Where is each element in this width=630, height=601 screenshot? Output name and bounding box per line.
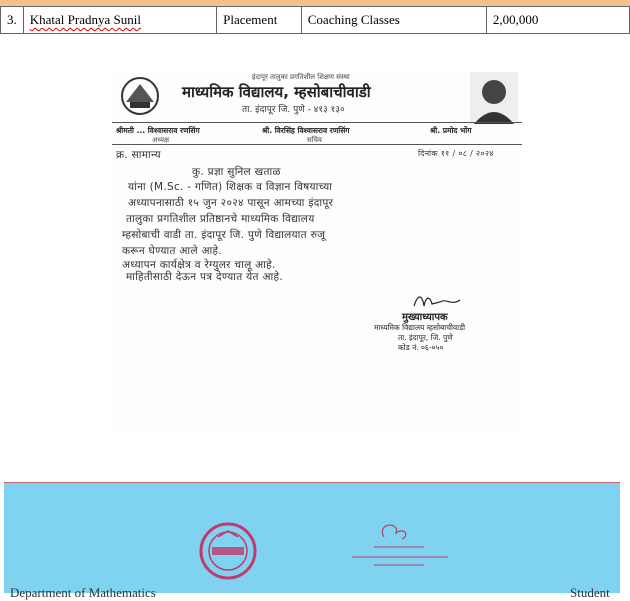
letter-line-2: यांना (M.Sc. - गणित) शिक्षक व विज्ञान विषयाच्या: [128, 181, 333, 193]
signature-school: माध्यमिक विद्यालय म्हसोबाचीवाडी: [374, 323, 466, 332]
school-address: ता. इंदापूर जि. पुणे - ४१३ १३०: [242, 105, 345, 115]
department-label: Department of Mathematics: [10, 585, 156, 600]
appointment-letter-image: [112, 70, 522, 430]
page-footer-band: [4, 482, 620, 600]
student-label: Student: [570, 585, 610, 600]
school-name: माध्यमिक विद्यालय, म्हसोबाचीवाडी: [182, 83, 371, 101]
signature-scribble-icon: [412, 292, 462, 310]
signature-location: ता. इंदापूर, जि. पुणे: [398, 333, 453, 342]
row-organization: Coaching Classes: [301, 7, 486, 34]
letterhead-divider-2: [112, 144, 522, 145]
row-amount: 2,00,000: [486, 7, 629, 34]
letter-date: दिनांक ११ / ०८ / २०२४: [418, 149, 494, 158]
school-logo-icon: [118, 74, 162, 118]
letter-line-6: करून घेण्यात आले आहे.: [122, 245, 223, 257]
principal-stamp-icon: [344, 519, 454, 577]
placement-table: [0, 6, 630, 34]
letter-line-5: म्हसोबाची वाडी ता. इंदापूर जि. पुणे विद्यालयात रुजू: [122, 229, 326, 241]
letterhead-divider: [112, 122, 522, 123]
table-row: [1, 7, 630, 34]
letterhead-top-line: इंदापूर तालुका प्रगतिशील शिक्षण संस्था: [252, 73, 350, 81]
secretary-title: सचिव: [307, 136, 322, 144]
letter-line-7: अध्यापन कार्यक्षेत्र व रेग्युलर चालू आहे.: [122, 259, 276, 271]
right-official-name: श्री. प्रमोद भोंग: [430, 126, 472, 135]
letter-line-4: तालुका प्रगतिशील प्रतिष्ठानचे माध्यमिक विद्यालय: [126, 213, 315, 225]
left-official-title: अध्यक्ष: [152, 136, 170, 144]
student-name: [23, 7, 216, 34]
secretary-name: श्री. विरसिंह विश्वासराव रणसिंग: [262, 126, 350, 135]
row-index: 3.: [1, 7, 24, 34]
founder-portrait-icon: [470, 72, 518, 124]
signature-title: मुख्याध्यापक: [402, 312, 448, 323]
student-name-text: Khatal Pradnya Sunil: [29, 12, 141, 27]
letter-line-1: कु. प्रज्ञा सुनिल खताळ: [192, 166, 281, 178]
signature-code: कोड नं. ०६-०५०: [398, 343, 444, 352]
letter-ref: क्र. सामान्य: [116, 149, 161, 161]
letter-line-3: अध्यापनासाठी १५ जुन २०२४ पासून आमच्या इंदापूर: [128, 197, 334, 209]
left-official-name: श्रीमती ... विश्वासराव रणसिंग: [116, 126, 200, 135]
row-type: Placement: [217, 7, 302, 34]
college-seal-icon: [198, 521, 258, 581]
letter-line-8: माहितीसाठी देऊन पत्र देण्यात येत आहे.: [126, 271, 284, 283]
